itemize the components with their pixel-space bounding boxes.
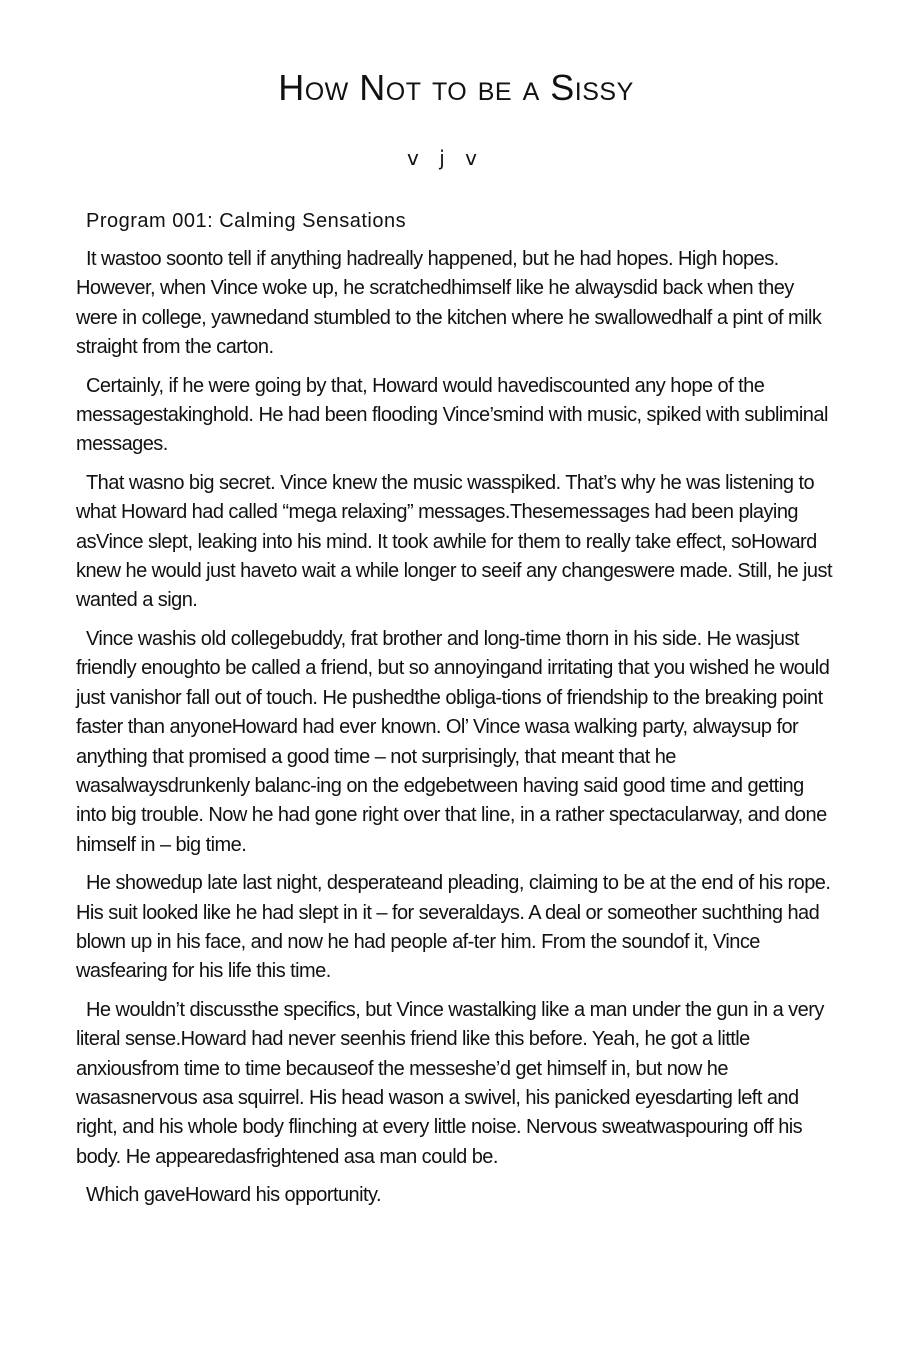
chapter-title: How Not to be a Sissy — [278, 67, 634, 108]
section-heading: Program 001: Calming Sensations — [86, 210, 407, 232]
body-text — [76, 245, 836, 1220]
paragraph: Which gaveHoward his opportunity. — [86, 1184, 381, 1207]
paragraph: He wouldn’t discussthe specifics, but Vince wastalking like a man under the gun in a very literal sense.Howard had never seenhis friend like this before. Yeah, he got a little anxiousfrom time to time becauseof the messeshe’d get himself in, but now he wasasnervous asa squirrel. His head wason a swivel, his panicked eyesdarting left and right, and his whole body flinching at every little noise. Nervous sweatwaspouring off his body. He appearedasfrightened asa man could be. — [76, 998, 824, 1168]
paragraph: Vince washis old collegebuddy, frat brother and long-time thorn in his side. He wasjust friendly enoughto be called a friend, but so annoyingand irritating that you wished he would just vanishor fall out of touch. He pushedthe obliga-tions of friendship to the breaking point faster than anyoneHoward had ever known. Ol’ Vince wasa walking party, alwaysup for anything that promised a good time – not surprisingly, that meant that he wasalwaysdrunkenly balanc-ing on the edgebetween having said good time and getting into big trouble. Now he had gone right over that line, in a rather spectacularway, and done himself in – big time. — [76, 627, 830, 856]
paragraph: Certainly, if he were going by that, Howard would havediscounted any hope of the messagestakinghold. He had been flooding Vince’smind with music, spiked with subliminal messages. — [76, 374, 828, 456]
paragraph: That wasno big secret. Vince knew the music wasspiked. That’s why he was listening to what Howard had called “mega relaxing” messages.Thesemessages had been playing asVince slept, leaking into his mind. It took awhile for them to really take effect, soHoward knew he would just haveto wait a while longer to seeif any changeswere made. Still, he just wanted a sign. — [76, 471, 832, 612]
section-ornament: v j v — [407, 146, 477, 170]
paragraph: It wastoo soonto tell if anything hadreally happened, but he had hopes. High hopes. However, when Vince woke up, he scratchedhimself like he alwaysdid back when they were in college, yawnedand stumbled to the kitchen where he swallowedhalf a pint of milk straight from the carton. — [76, 248, 822, 359]
paragraph: He showedup late last night, desperateand pleading, claiming to be at the end of his rope. His suit looked like he had slept in it – for severaldays. A deal or someother suchthing had blown up in his face, and now he had people af-ter him. From the soundof it, Vince wasfearing for his life this time. — [76, 872, 831, 983]
